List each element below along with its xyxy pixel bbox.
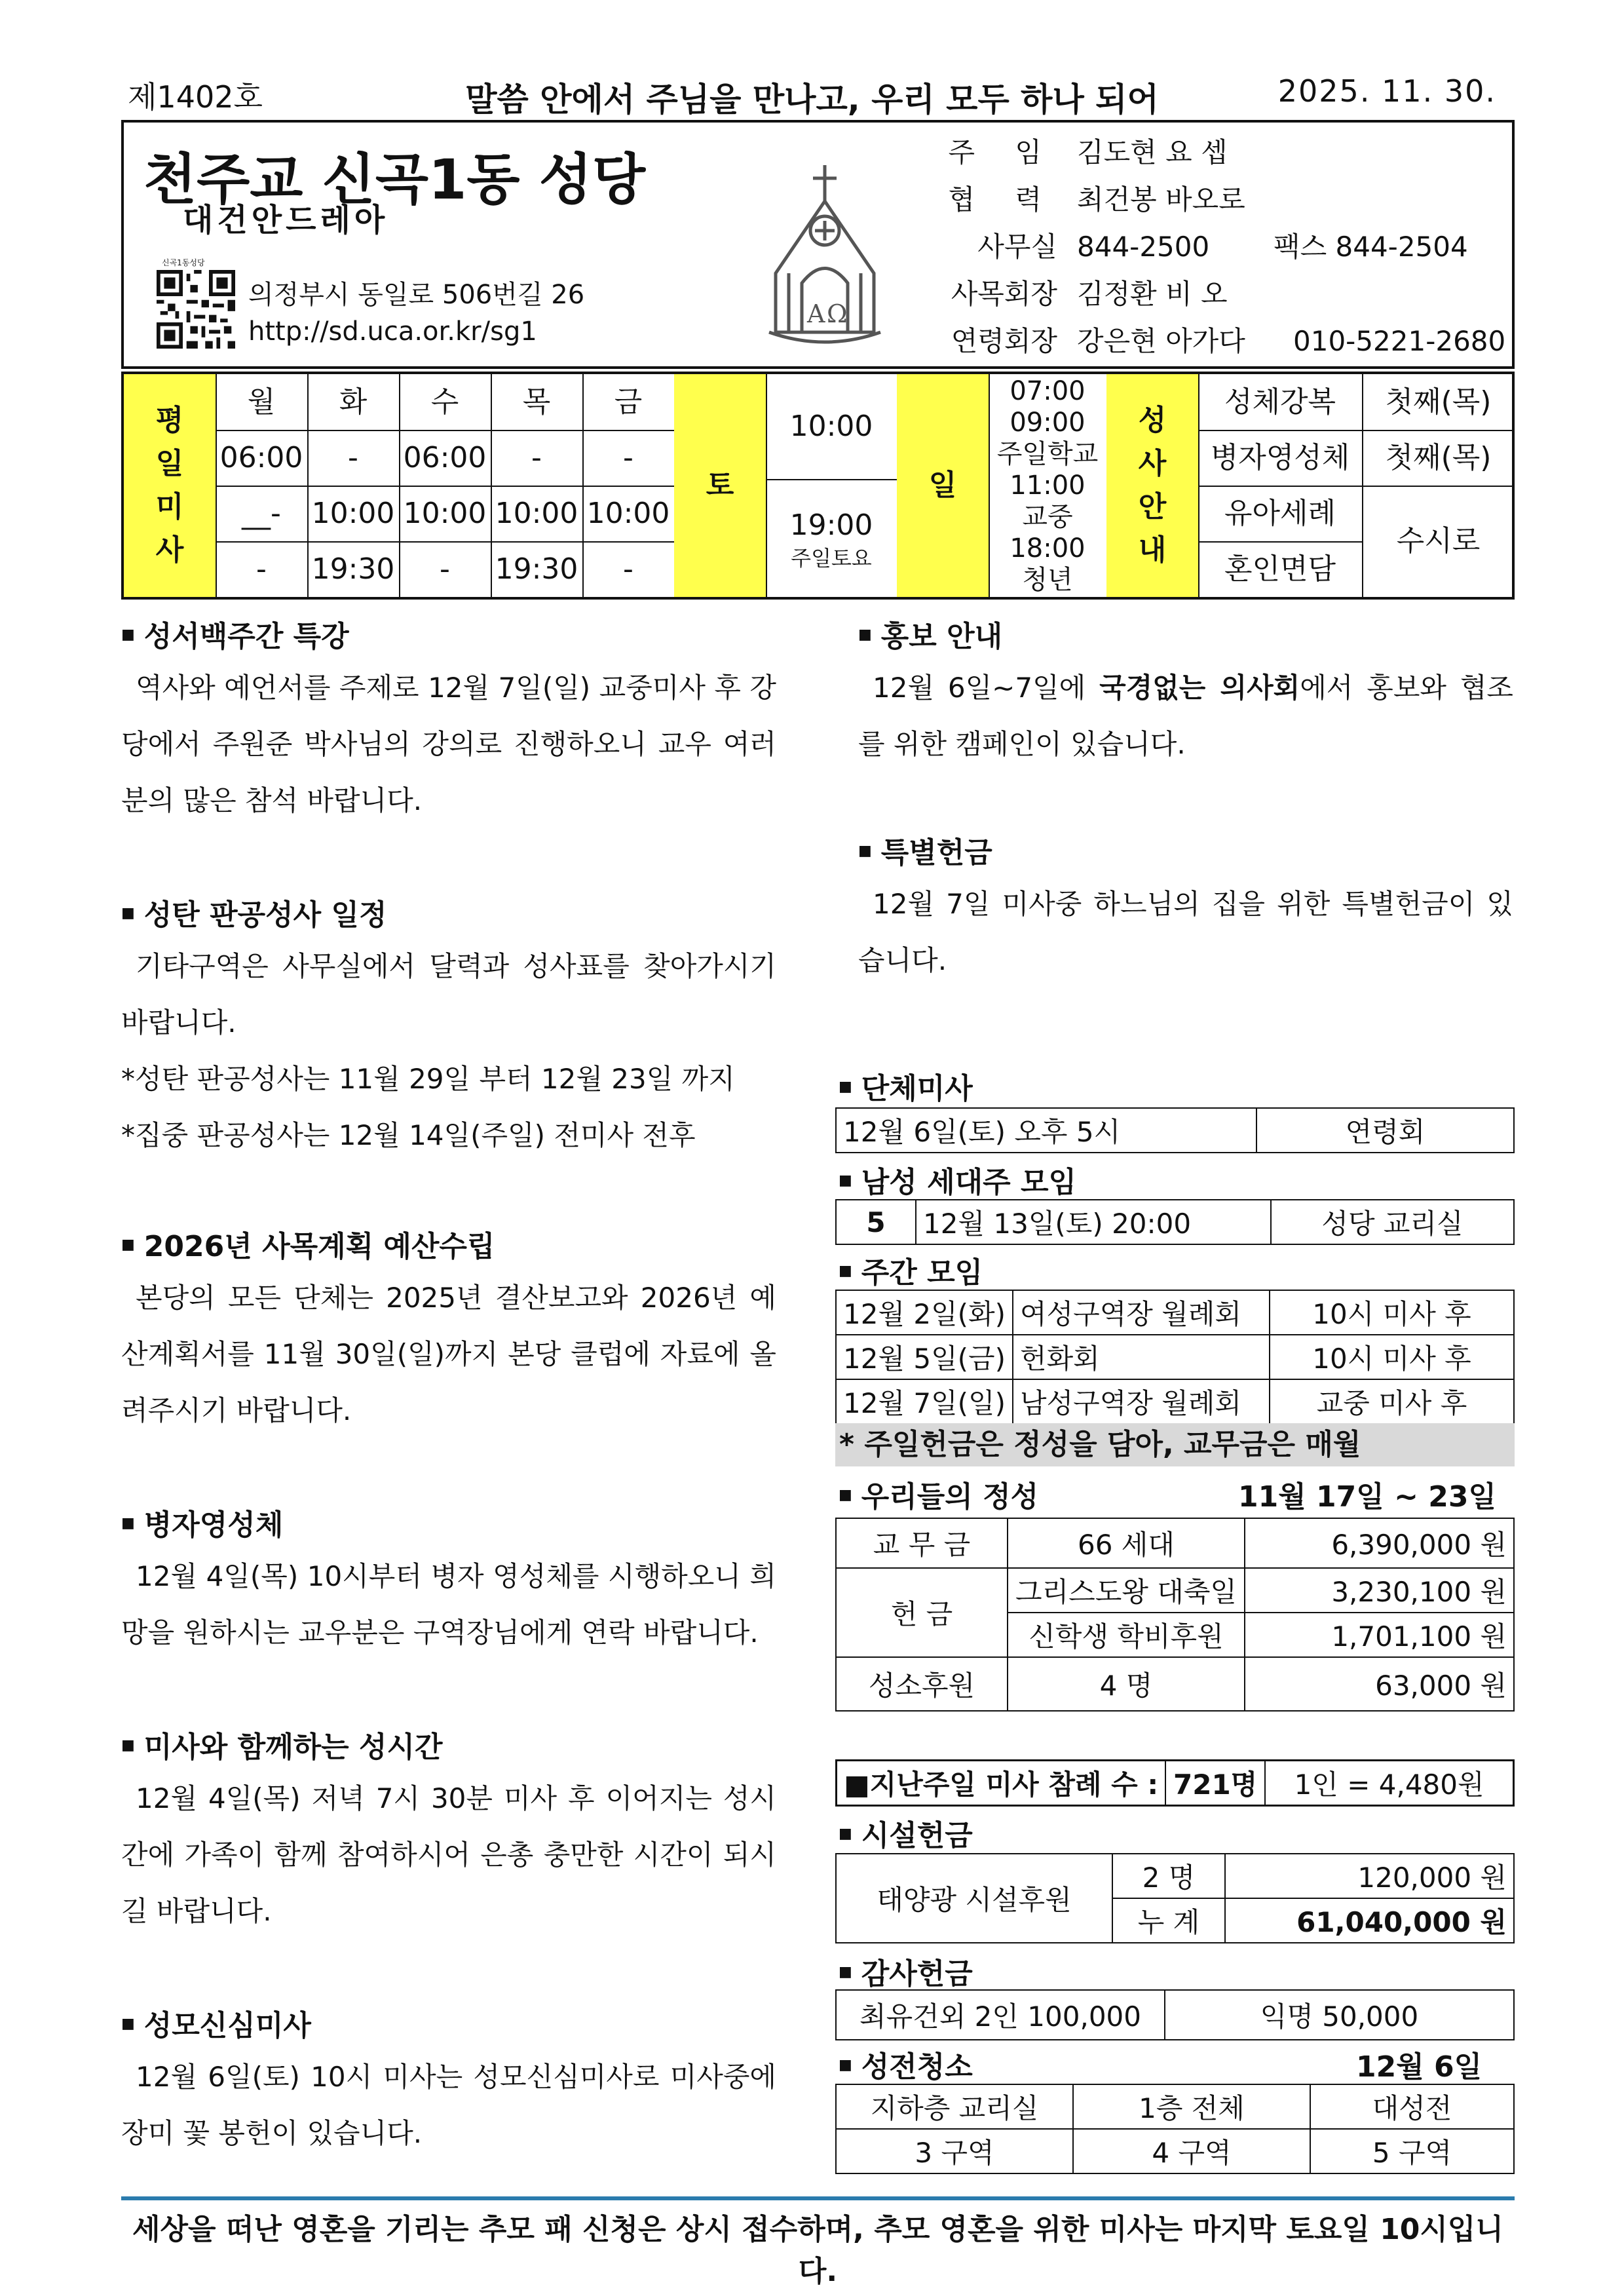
staff-value: 844-2500 bbox=[1077, 231, 1210, 263]
left-column bbox=[121, 613, 776, 2162]
cell: 3 구역 bbox=[836, 2129, 1073, 2173]
meeting-when: 12월 13일(토) 20:00 bbox=[916, 1200, 1271, 1244]
time-cell: - bbox=[531, 440, 542, 474]
sun-item: 청년 bbox=[1022, 565, 1073, 595]
cell: 그리스도왕 대축일 bbox=[1008, 1568, 1245, 1613]
mass-schedule bbox=[121, 372, 1515, 600]
sunday-label: 일 bbox=[897, 374, 989, 597]
cell: 12월 2일(화) bbox=[836, 1290, 1013, 1335]
footer-notice: 세상을 떠난 영혼을 기리는 추모 패 신청은 상시 접수하며, 추모 영혼을 위한 미사는 마지막 토요일 10시입니다. bbox=[132, 2213, 1503, 2288]
section-text: *집중 판공성사는 12월 14일(주일) 전미사 전후 bbox=[121, 1119, 696, 1151]
cell: 대성전 bbox=[1310, 2084, 1514, 2129]
cell: 여성구역장 월례회 bbox=[1013, 1290, 1270, 1335]
cell: 2 명 bbox=[1112, 1854, 1225, 1898]
staff-list bbox=[936, 129, 1505, 365]
time-cell: - bbox=[440, 552, 450, 586]
staff-key: 사무실 bbox=[977, 231, 1057, 263]
section-text: 12월 7일 미사중 하느님의 집을 위한 특별헌금이 있습니다. bbox=[858, 888, 1513, 976]
cell: 120,000 원 bbox=[1225, 1854, 1514, 1898]
time-cell: 06:00 bbox=[403, 440, 487, 474]
section-title: ■ 성전청소 bbox=[839, 2043, 973, 2085]
time-cell: - bbox=[256, 552, 267, 586]
label-char: 성 bbox=[1138, 404, 1167, 437]
svg-text:Ω: Ω bbox=[827, 299, 848, 328]
cell: 1,701,100 원 bbox=[1245, 1613, 1514, 1657]
attendance-count: 721명 bbox=[1165, 1761, 1265, 1806]
staff-key: 협 력 bbox=[948, 183, 1057, 216]
attendance-per-person: 1인 = 4,480원 bbox=[1265, 1761, 1513, 1806]
staff-value: 김도현 요 셉 bbox=[1077, 136, 1228, 168]
offering-period: 11월 17일 ~ 23일 bbox=[1238, 1480, 1497, 1514]
men-meeting-table bbox=[835, 1199, 1515, 1245]
svg-text:A: A bbox=[807, 299, 825, 328]
section-title: ■ 성탄 판공성사 일정 bbox=[121, 891, 776, 933]
cell: 교 무 금 bbox=[836, 1518, 1008, 1568]
saturday-label: 토 bbox=[674, 374, 766, 597]
sacrament-name: 유아세례 bbox=[1224, 496, 1336, 530]
table-row bbox=[836, 1335, 1514, 1379]
section-text: *성탄 판공성사는 11월 29일 부터 12월 23일 까지 bbox=[121, 1063, 735, 1095]
day-wed: 수 bbox=[430, 385, 459, 419]
group-mass-when: 12월 6일(토) 오후 5시 bbox=[836, 1108, 1256, 1153]
sacrament-when: 첫째(목) bbox=[1385, 385, 1492, 419]
address-block bbox=[248, 277, 584, 350]
section-title: ■ 주간 모임 bbox=[839, 1249, 983, 1291]
table-row bbox=[836, 2129, 1514, 2173]
sacrament-name: 혼인면담 bbox=[1224, 552, 1336, 586]
church-name: 천주교 신곡1동 성당 bbox=[143, 147, 646, 212]
sun-item: 교중 bbox=[1022, 502, 1073, 532]
time-cell: 10:00 bbox=[311, 496, 395, 530]
cell: 헌 금 bbox=[836, 1568, 1008, 1657]
cell: 63,000 원 bbox=[1245, 1657, 1514, 1711]
sun-item: 주일학교 bbox=[996, 439, 1099, 469]
staff-key: 연령회장 bbox=[951, 325, 1057, 357]
cell: 1층 전체 bbox=[1073, 2084, 1310, 2129]
time-cell: - bbox=[623, 440, 633, 474]
sat-evening bbox=[766, 482, 897, 597]
label-char: 사 bbox=[155, 533, 184, 567]
label-char: 일 bbox=[155, 447, 184, 480]
cell: 누 계 bbox=[1112, 1898, 1225, 1943]
staff-value: 김정환 비 오 bbox=[1077, 278, 1228, 310]
church-address: 의정부시 동일로 506번길 26 bbox=[248, 280, 585, 310]
thanks-a: 최유건외 2인 100,000 bbox=[836, 1990, 1165, 2040]
time-cell: 10:00 bbox=[403, 496, 487, 530]
day-tue: 화 bbox=[339, 385, 368, 419]
section-title: ■ 홍보 안내 bbox=[858, 613, 1513, 655]
staff-value: 강은현 아가다 bbox=[1077, 325, 1245, 357]
staff-assistant bbox=[936, 176, 1505, 223]
promo-post: 에서 홍보와 협조를 위한 캠페인이 있습니다. bbox=[858, 672, 1513, 760]
sat-time-2: 19:00 bbox=[789, 508, 873, 542]
cell: 남성구역장 월례회 bbox=[1013, 1379, 1270, 1424]
sat-time-1: 10:00 bbox=[789, 410, 873, 443]
attendance-table bbox=[835, 1759, 1515, 1807]
cell: 성소후원 bbox=[836, 1657, 1008, 1711]
sun-item: 18:00 bbox=[1010, 533, 1086, 564]
section-text: 12월 6일(토) 10시 미사는 성모신심미사로 미사중에 장미 꽃 봉헌이 있습니다. bbox=[121, 2061, 776, 2149]
sun-item: 11:00 bbox=[1010, 470, 1086, 501]
facility-label: 태양광 시설후원 bbox=[836, 1854, 1112, 1943]
cell: 교중 미사 후 bbox=[1270, 1379, 1514, 1424]
group-mass-who: 연령회 bbox=[1256, 1108, 1514, 1153]
cell: 3,230,100 원 bbox=[1245, 1568, 1514, 1613]
cell: 지하층 교리실 bbox=[836, 2084, 1073, 2129]
section-title: ■ 성모신심미사 bbox=[121, 2002, 776, 2044]
staff-extra: 010-5221-2680 bbox=[1293, 325, 1506, 357]
cell: 12월 5일(금) bbox=[836, 1335, 1013, 1379]
time-cell: 10:00 bbox=[586, 496, 670, 530]
thanks-table bbox=[835, 1989, 1515, 2040]
table-row bbox=[836, 2084, 1514, 2129]
cell: 66 세대 bbox=[1008, 1518, 1245, 1568]
cell: 10시 미사 후 bbox=[1270, 1290, 1514, 1335]
facility-table bbox=[835, 1853, 1515, 1943]
section-marian-mass bbox=[121, 2002, 776, 2162]
motto: 말씀 안에서 주님을 만나고, 우리 모두 하나 되어 bbox=[465, 81, 1159, 119]
table-row bbox=[836, 1854, 1514, 1898]
section-sick-communion bbox=[121, 1501, 776, 1661]
thanks-b: 익명 50,000 bbox=[1165, 1990, 1514, 2040]
section-title: ■ 우리들의 정성 bbox=[839, 1473, 1038, 1515]
time-cell: 06:00 bbox=[219, 440, 303, 474]
section-budget bbox=[121, 1223, 776, 1439]
staff-office bbox=[936, 223, 1505, 271]
section-title: ■ 시설헌금 bbox=[839, 1812, 973, 1854]
staff-funeral bbox=[936, 318, 1505, 365]
day-thu: 목 bbox=[522, 385, 551, 419]
sacrament-name: 성체강복 bbox=[1224, 385, 1336, 419]
attendance-label: ■지난주일 미사 참례 수 : bbox=[837, 1761, 1166, 1806]
cell: 12월 7일(일) bbox=[836, 1379, 1013, 1424]
qr-label: 신곡1동성당 bbox=[162, 258, 205, 267]
weekday-mass-label bbox=[124, 374, 216, 597]
section-text: 기타구역은 사무실에서 달력과 성사표를 찾아가시기 바랍니다. bbox=[121, 950, 776, 1039]
special-offering-section bbox=[858, 829, 1513, 989]
group-mass-table bbox=[835, 1107, 1515, 1153]
section-text: 12월 4일(목) 저녁 7시 30분 미사 후 이어지는 성시간에 가족이 함께 참여하시어 은총 충만한 시간이 되시길 바랍니다. bbox=[121, 1782, 776, 1927]
top-line bbox=[128, 73, 1496, 119]
footer-rule bbox=[121, 2196, 1515, 2200]
cell: 5 구역 bbox=[1310, 2129, 1514, 2173]
cell: 61,040,000 원 bbox=[1225, 1898, 1514, 1943]
offering-notice: * 주일헌금은 정성을 담아, 교무금은 매월 bbox=[835, 1423, 1515, 1466]
label-char: 미 bbox=[155, 490, 184, 524]
church-logo-icon bbox=[749, 162, 900, 345]
day-fri: 금 bbox=[614, 385, 643, 419]
section-title: ■ 병자영성체 bbox=[121, 1501, 776, 1543]
sun-item: 07:00 bbox=[1010, 376, 1086, 406]
staff-value: 최건봉 바오로 bbox=[1077, 183, 1245, 216]
time-cell: - bbox=[348, 440, 358, 474]
staff-key: 사목회장 bbox=[951, 278, 1057, 310]
issue-date: 2025. 11. 30. bbox=[1277, 73, 1496, 109]
promo-pre: 12월 6일~7일에 bbox=[873, 672, 1100, 704]
section-title: ■ 2026년 사목계획 예산수립 bbox=[121, 1223, 776, 1265]
section-title: ■ 감사헌금 bbox=[839, 1950, 973, 1992]
label-char: 평 bbox=[155, 404, 184, 437]
section-title: ■ 단체미사 bbox=[839, 1065, 973, 1107]
sunday-times bbox=[989, 374, 1106, 597]
cell: 4 명 bbox=[1008, 1657, 1245, 1711]
offering-table bbox=[835, 1518, 1515, 1712]
cleaning-date: 12월 6일 bbox=[1356, 2050, 1482, 2084]
section-holy-hour bbox=[121, 1723, 776, 1940]
sun-item: 09:00 bbox=[1010, 408, 1086, 438]
day-mon: 월 bbox=[247, 385, 276, 419]
section-christmas-confession bbox=[121, 891, 776, 1164]
cell: 신학생 학비후원 bbox=[1008, 1613, 1245, 1657]
time-cell: 10:00 bbox=[495, 496, 578, 530]
time-cell: 19:30 bbox=[495, 552, 578, 586]
staff-extra: 팩스 844-2504 bbox=[1274, 231, 1468, 263]
section-title: ■ 남성 세대주 모임 bbox=[839, 1158, 1076, 1200]
section-text: 12월 4일(목) 10시부터 병자 영성체를 시행하오니 희망을 원하시는 교우분은 구역장님에게 연락 바랍니다. bbox=[121, 1560, 776, 1649]
meeting-where: 성당 교리실 bbox=[1271, 1200, 1514, 1244]
cell: 10시 미사 후 bbox=[1270, 1335, 1514, 1379]
time-cell: 19:30 bbox=[311, 552, 395, 586]
promo-org: 국경없는 의사회 bbox=[1099, 672, 1300, 704]
section-title: ■ 성서백주간 특강 bbox=[121, 613, 776, 655]
sacrament-name: 병자영성체 bbox=[1210, 440, 1350, 474]
church-header bbox=[121, 120, 1515, 369]
section-title: ■ 특별헌금 bbox=[858, 829, 1513, 871]
time-cell: __- bbox=[242, 496, 281, 530]
sacrament-when: 수시로 bbox=[1396, 524, 1481, 558]
table-row bbox=[836, 1657, 1514, 1711]
label-char: 내 bbox=[1138, 533, 1167, 567]
church-url[interactable]: http://sd.uca.or.kr/sg1 bbox=[248, 316, 537, 347]
table-row bbox=[836, 1518, 1514, 1568]
staff-pastor bbox=[936, 129, 1505, 176]
staff-council bbox=[936, 271, 1505, 318]
cell: 6,390,000 원 bbox=[1245, 1518, 1514, 1568]
label-char: 사 bbox=[1138, 447, 1167, 480]
table-row bbox=[836, 1290, 1514, 1335]
issue-number: 제1402호 bbox=[128, 79, 263, 115]
section-text: 역사와 예언서를 주제로 12월 7일(일) 교중미사 후 강당에서 주원준 박사님의 강의로 진행하오니 교우 여러분의 많은 참석 바랍니다. bbox=[121, 672, 776, 816]
section-bible-lecture bbox=[121, 613, 776, 829]
section-text: 본당의 모든 단체는 2025년 결산보고와 2026년 예산계획서를 11월 30일(일)까지 본당 클럽에 자료에 올려주시기 바랍니다. bbox=[121, 1282, 776, 1426]
weekly-meetings-table bbox=[835, 1290, 1515, 1425]
sat-note: 주일토요 bbox=[791, 545, 872, 571]
table-row bbox=[836, 1379, 1514, 1424]
cell: 헌화회 bbox=[1013, 1335, 1270, 1379]
table-row bbox=[836, 1568, 1514, 1613]
sacrament-when: 첫째(목) bbox=[1385, 440, 1492, 474]
time-cell: - bbox=[623, 552, 633, 586]
meeting-number: 5 bbox=[836, 1200, 916, 1244]
sacrament-guide-label bbox=[1106, 374, 1198, 597]
promo-section bbox=[858, 613, 1513, 773]
patron-name: 대건안드레아 bbox=[183, 202, 389, 239]
staff-key: 주 임 bbox=[948, 136, 1057, 168]
section-text bbox=[858, 660, 1513, 773]
cleaning-table bbox=[835, 2084, 1515, 2174]
cell: 4 구역 bbox=[1073, 2129, 1310, 2173]
section-title: ■ 미사와 함께하는 성시간 bbox=[121, 1723, 776, 1765]
qr-code-icon[interactable] bbox=[157, 270, 235, 349]
label-char: 안 bbox=[1138, 490, 1167, 524]
